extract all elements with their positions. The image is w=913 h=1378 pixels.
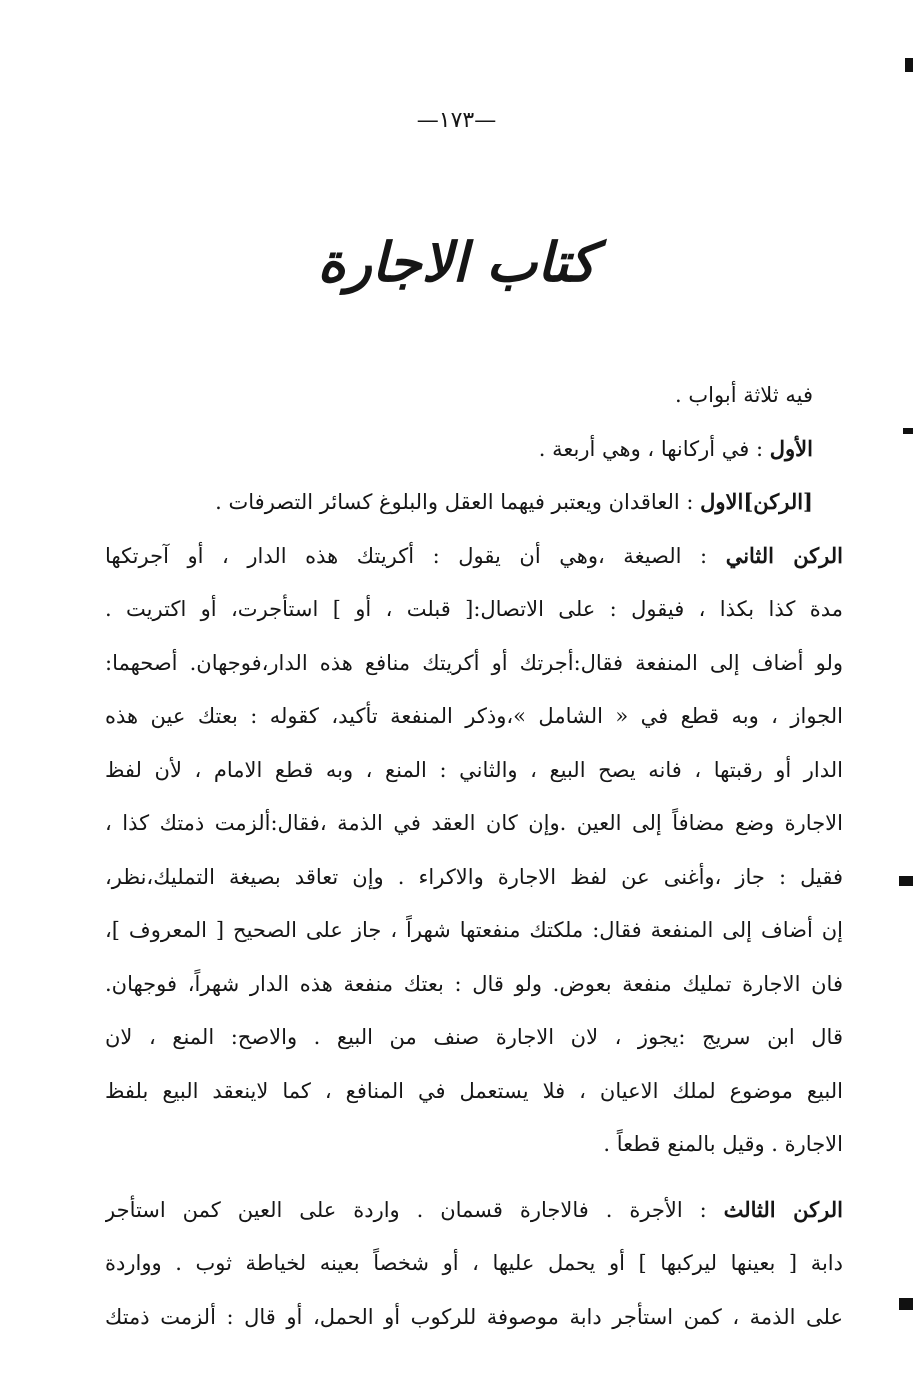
text-line: مدة كذا بكذا ، فيقول : على الاتصال:[ قبلت ، أو ] استأجرت، أو اكتريت . (105, 597, 843, 621)
text-line: الركن الثالث : الأجرة . فالاجارة قسمان . واردة على العين كمن استأجر (105, 1196, 843, 1222)
text-line: الجواز ، وبه قطع في « الشامل »،وذكر المنفعة تأكيد، كقوله : بعتك عين هذه (105, 704, 843, 728)
text-line: فقيل : جاز ،وأغنى عن لفظ الاجارة والاكراء . وإن تعاقد بصيغة التمليك،نظر، (105, 864, 843, 889)
text-line: إن أضاف إلى المنفعة فقال: ملكتك منفعتها شهراً ، جاز على الصحيح [ المعروف ]، (105, 918, 843, 942)
section-heading: الركن الثاني (725, 542, 843, 568)
text-line: الاجارة . وقيل بالمنع قطعاً . (603, 1132, 843, 1156)
text-line: [الركن]الاول : العاقدان ويعتبر فيهما العقل والبلوغ كسائر التصرفات . (215, 489, 813, 514)
text-line: فيه ثلاثة أبواب . (675, 383, 813, 407)
scan-edge-mark (903, 428, 913, 434)
chapter-title: كتاب الاجارة (317, 230, 596, 294)
text-line: البيع موضوع لملك الاعيان ، فلا يستعمل في المنافع ، كما لاينعقد البيع بلفظ (105, 1078, 843, 1103)
text-line: الاجارة وضع مضافاً إلى العين .وإن كان العقد في الذمة ،فقال:ألزمت ذمتك كذا ، (105, 811, 843, 835)
text-line: الركن الثاني : الصيغة ،وهي أن يقول : أكريتك هذه الدار ، أو آجرتكها (105, 542, 843, 568)
page-number: —١٧٣— (416, 108, 497, 133)
section-heading: [الركن]الاول (700, 489, 813, 514)
scan-edge-mark (905, 58, 913, 72)
text-line: قال ابن سريج :يجوز ، لان الاجارة صنف من البيع . والاصح: المنع ، لان (105, 1025, 843, 1049)
text-line: فان الاجارة تمليك منفعة بعوض. ولو قال : بعتك منفعة هذه الدار شهراً، فوجهان. (105, 971, 843, 996)
text-line: ولو أضاف إلى المنفعة فقال:أجرتك أو أكريتك منافع هذه الدار،فوجهان. أصحهما: (105, 650, 843, 675)
body-text (105, 368, 843, 1343)
section-heading: الأول (769, 435, 813, 461)
scan-edge-mark (899, 1298, 913, 1310)
text-line: الأول : في أركانها ، وهي أربعة . (538, 435, 813, 461)
text-line: الدار أو رقبتها ، فانه يصح البيع ، والثاني : المنع ، وبه قطع الامام ، لأن لفظ (105, 757, 843, 782)
scan-edge-mark (899, 876, 913, 886)
text-line: على الذمة ، كمن استأجر دابة موصوفة للركوب أو الحمل، أو قال : ألزمت ذمتك (105, 1304, 843, 1329)
text-line: دابة [ بعينها ليركبها ] أو يحمل عليها ، أو شخصاً بعينه لخياطة ثوب . وواردة (105, 1251, 843, 1275)
section-heading: الركن الثالث (723, 1196, 843, 1222)
